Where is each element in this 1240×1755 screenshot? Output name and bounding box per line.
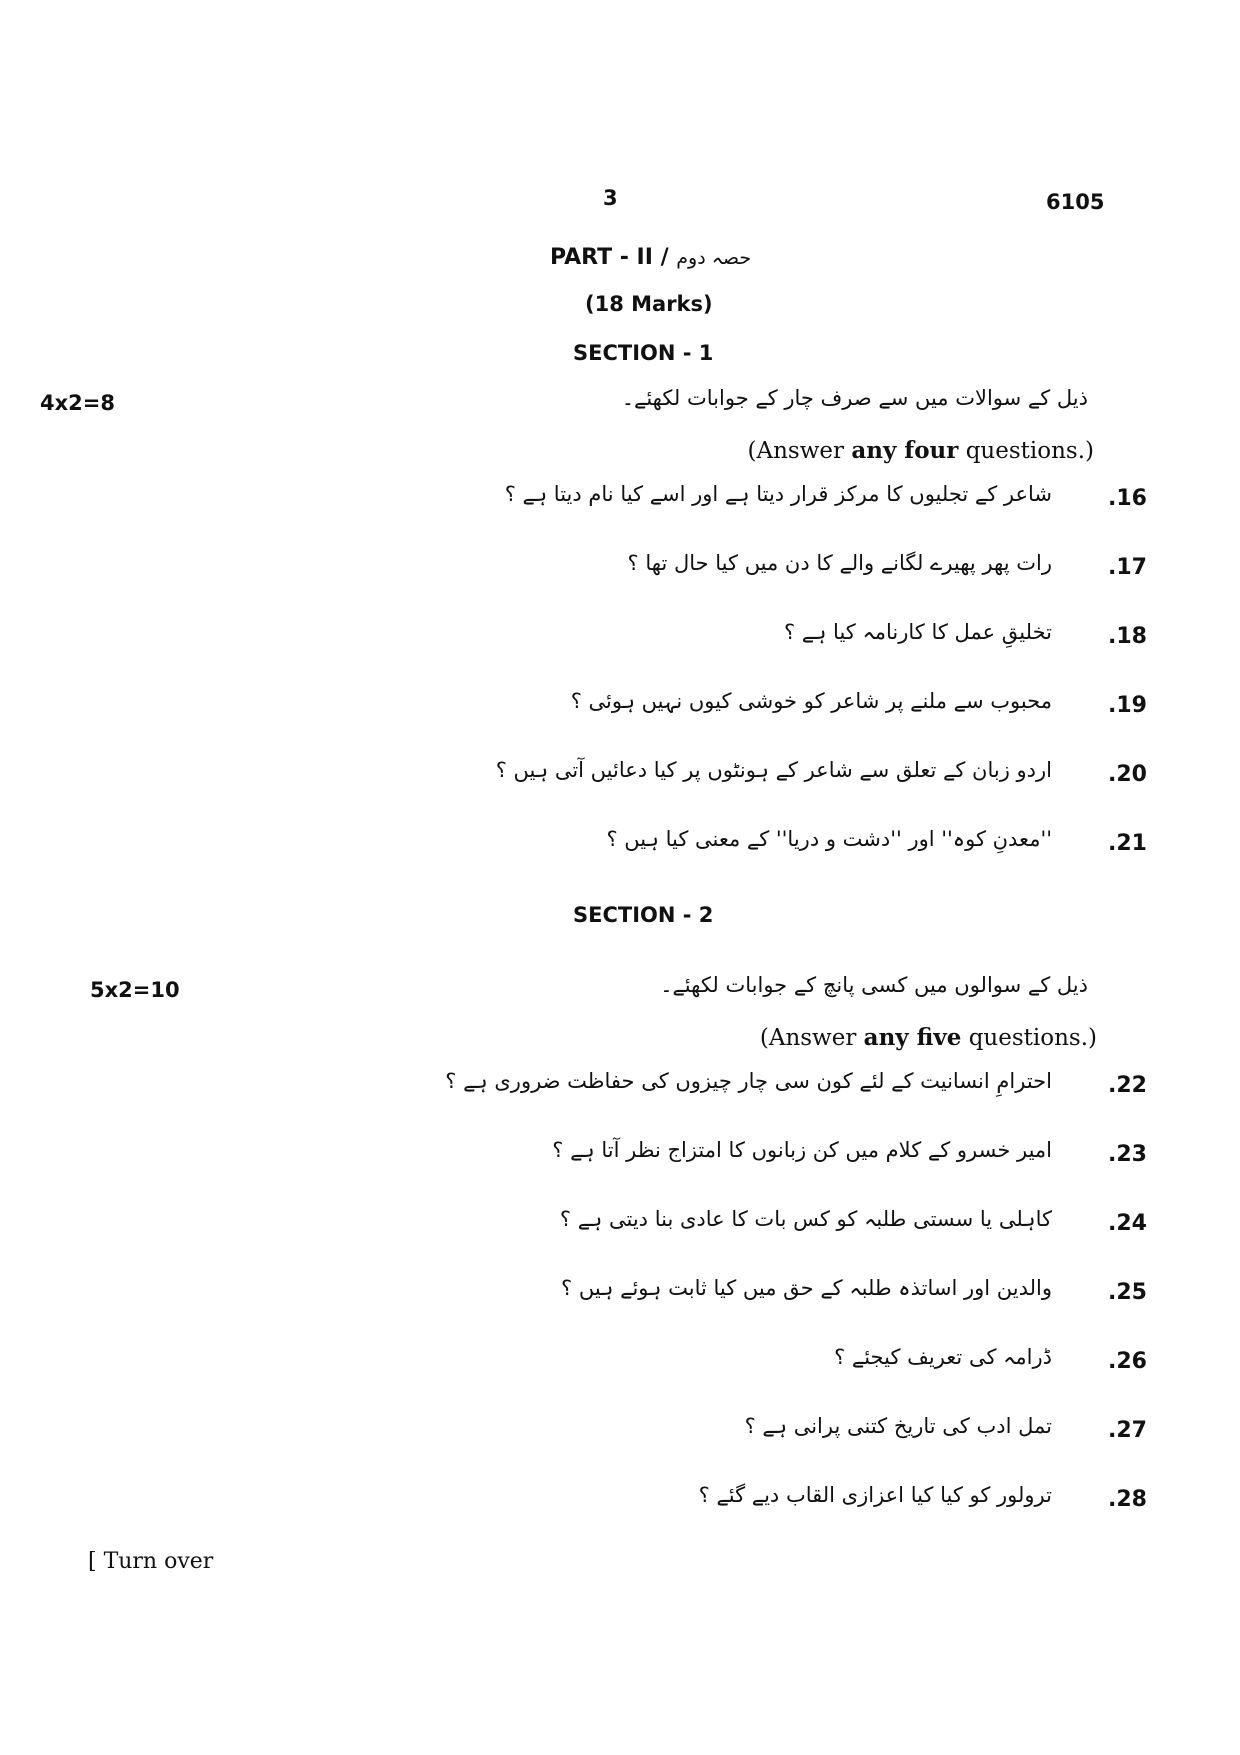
question-number: .21 (1108, 831, 1147, 856)
instruction-emphasis: any four (851, 437, 959, 464)
question-number: .16 (1108, 486, 1147, 511)
question-text: اردو زبان کے تعلق سے شاعر کے ہونٹوں پر کیا دعائیں آتی ہیں ؟ (495, 758, 1052, 782)
question-text: رات پھر پھیرے لگانے والے کا دن میں کیا حال تھا ؟ (627, 551, 1052, 575)
page-number: 3 (603, 186, 618, 210)
question-text: کاہلی یا سستی طلبہ کو کس بات کا عادی بنا دیتی ہے ؟ (559, 1207, 1052, 1231)
question-text: ''معدنِ کوہ'' اور ''دشت و دریا'' کے معنی کیا ہیں ؟ (606, 827, 1052, 851)
question-text: امیر خسرو کے کلام میں کن زبانوں کا امتزاج نظر آتا ہے ؟ (552, 1138, 1052, 1162)
section-1-marks: 4x2=8 (40, 391, 115, 415)
question-number: .18 (1108, 624, 1147, 649)
section-2-marks: 5x2=10 (90, 978, 180, 1002)
section-1-instruction-urdu: ذیل کے سوالات میں سے صرف چار کے جوابات لکھئے۔ (621, 386, 1088, 410)
question-number: .17 (1108, 555, 1147, 580)
part-title-english: PART - II / (550, 245, 669, 270)
section-2-instruction-english (760, 1024, 1097, 1051)
question-number: .24 (1108, 1211, 1147, 1236)
section-2-title: SECTION - 2 (573, 903, 714, 927)
question-text: محبوب سے ملنے پر شاعر کو خوشی کیوں نہیں ہوئی ؟ (570, 689, 1052, 713)
question-number: .28 (1108, 1487, 1147, 1512)
section-1-instruction-english (748, 437, 1095, 464)
part-title (550, 245, 751, 270)
instruction-text: (Answer (747, 438, 852, 464)
section-2-instruction-urdu: ذیل کے سوالوں میں کسی پانچ کے جوابات لکھئے۔ (660, 973, 1088, 997)
question-number: .19 (1108, 693, 1147, 718)
question-number: .26 (1108, 1349, 1147, 1374)
question-number: .20 (1108, 762, 1147, 787)
question-text: ڈرامہ کی تعریف کیجئے ؟ (834, 1345, 1052, 1369)
part-title-urdu: حصہ دوم (676, 247, 752, 269)
instruction-emphasis: any five (863, 1024, 962, 1051)
question-text: والدین اور اساتذہ طلبہ کے حق میں کیا ثابت ہوئے ہیں ؟ (561, 1276, 1052, 1300)
part-marks: (18 Marks) (585, 292, 713, 316)
instruction-text: questions.) (958, 438, 1094, 464)
question-text: احترامِ انسانیت کے لئے کون سی چار چیزوں کی حفاظت ضروری ہے ؟ (445, 1069, 1052, 1093)
question-number: .27 (1108, 1418, 1147, 1443)
section-1-title: SECTION - 1 (573, 341, 714, 365)
paper-code: 6105 (1046, 190, 1105, 214)
turn-over-note: [ Turn over (88, 1549, 214, 1574)
instruction-text: questions.) (961, 1025, 1097, 1051)
question-text: شاعر کے تجلیوں کا مرکز قرار دیتا ہے اور اسے کیا نام دیتا ہے ؟ (504, 482, 1052, 506)
question-text: تخلیقِ عمل کا کارنامہ کیا ہے ؟ (783, 620, 1052, 644)
question-text: ترولور کو کیا کیا اعزازی القاب دیے گئے ؟ (698, 1483, 1052, 1507)
question-number: .23 (1108, 1142, 1147, 1167)
question-text: تمل ادب کی تاریخ کتنی پرانی ہے ؟ (744, 1414, 1052, 1438)
question-number: .22 (1108, 1073, 1147, 1098)
instruction-text: (Answer (759, 1025, 864, 1051)
question-number: .25 (1108, 1280, 1147, 1305)
